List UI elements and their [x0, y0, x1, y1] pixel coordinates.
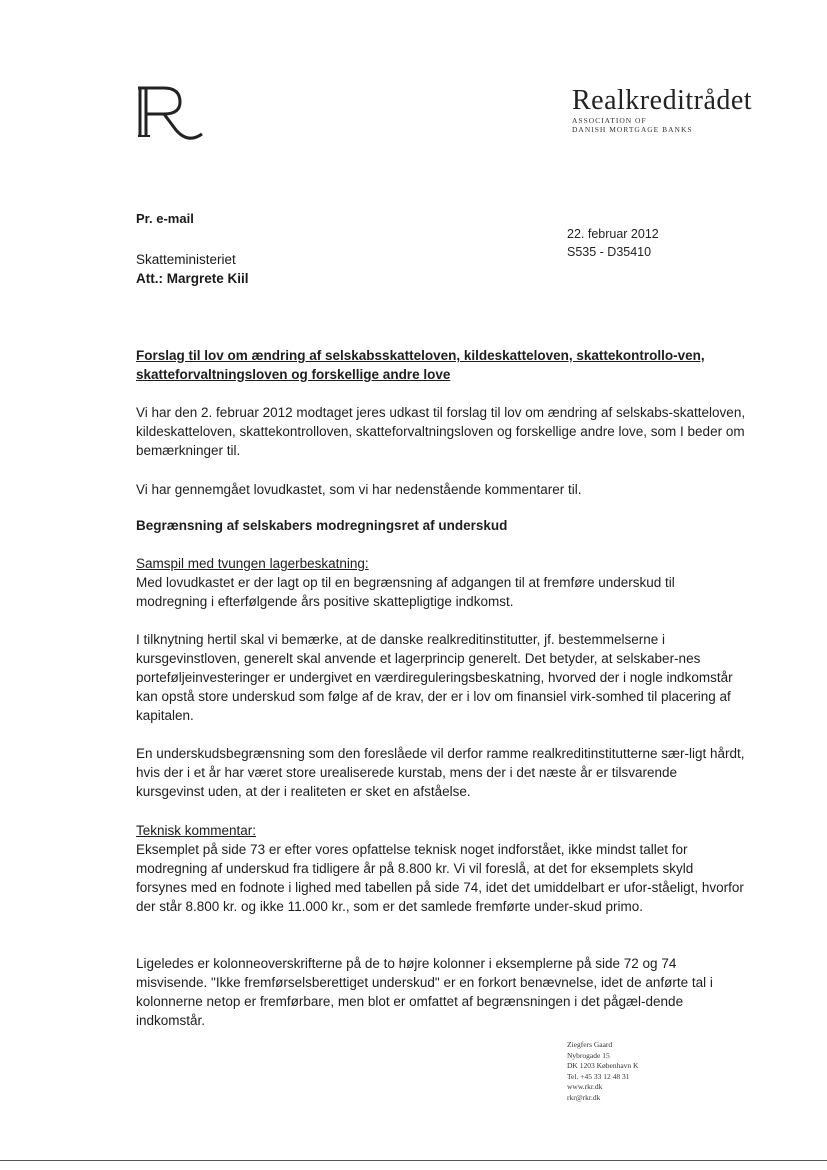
rk-monogram-icon [136, 84, 206, 146]
footer-line-6: rkr@rkr.dk [567, 1092, 601, 1102]
paragraph-lagerprincip: I tilknytning hertil skal vi bemærke, at de danske realkreditinstitutter, jf. bestemmelserne i kursgevinstloven, generelt skal anvende et lagerprincip generelt. Det betyder, at selskaber-nes porteføljeinvesteringer er undergivet en værdireguleringsbeskatning, hvorved der i nogle indkomstår kan opstå store underskud som følge af de krav, der er i lov om finansiel virk-somhed til placering af kapitalen. [136, 632, 733, 723]
paragraph-impact: En underskudsbegrænsning som den foreslåede vil derfor ramme realkreditinstitutterne sær-ligt hårdt, hvis der i et år har været store urealiserede kurstab, mens der i det næste år er tilsvarende kursgevinst uden, at der i realiteten er sket en afståelse. [136, 746, 745, 799]
footer-line-2: Nybrogade 15 [567, 1050, 610, 1060]
letter-reference: S535 - D35410 [567, 245, 652, 259]
delivery-method: Pr. e-mail [136, 211, 194, 226]
recipient-block [136, 250, 249, 288]
date-reference-block [567, 225, 659, 261]
brand-subtitle-1: ASSOCIATION OF [572, 116, 647, 125]
paragraph-technical: Eksemplet på side 73 er efter vores opfattelse teknisk noget indforstået, ikke mindst tallet for modregning af underskud fra tidligere år på 8.800 kr. Vi vil foreslå, at det for eksemplets skyld forsynes med en fodnote i lighed med tabellen på side 74, idet det umiddelbart er ufor-ståeligt, hvorfor der står 8.800 kr. og ikke 11.000 kr., som er det samlede fremførte under-skud primo. [136, 842, 744, 914]
paragraph-intro: Vi har den 2. februar 2012 modtaget jeres udkast til forslag til lov om ændring af selskabs-skatteloven, kildeskatteloven, skattekontrolloven, skatteforvaltningsloven og forskellige andre love, som I beder om bemærkninger til. [136, 405, 746, 458]
letter-date: 22. februar 2012 [567, 227, 659, 241]
section-heading: Begrænsning af selskabers modregningsret af underskud [136, 518, 508, 533]
letter-subject: Forslag til lov om ændring af selskabsskatteloven, kildeskatteloven, skattekontrollo-ven, skatteforvaltningsloven og forskellige andre love [136, 348, 705, 382]
recipient-attention: Att.: Margrete Kiil [136, 271, 249, 286]
footer-line-4: Tel. +45 33 12 48 31 [567, 1071, 630, 1081]
recipient-organisation: Skatteministeriet [136, 252, 236, 267]
paragraph-columns: Ligeledes er kolonneoverskrifterne på de to højre kolonner i eksemplerne på side 72 og 74 misvisende. "Ikke fremførselsberettiget underskud" er en forkort benævnelse, idet de anførte tal i kolonnerne netop er fremførbare, men blot er omfattet af begrænsningen i det pågæl-dende indkomstår. [136, 956, 713, 1028]
footer-line-1: Ziegfers Gaard [567, 1040, 613, 1049]
footer-line-3: DK 1203 København K [567, 1061, 639, 1070]
bottom-divider [0, 1160, 827, 1161]
brand-name: Realkreditrådet [572, 85, 753, 116]
brand-block [572, 86, 792, 134]
brand-subtitle-2: DANISH MORTGAGE BANKS [572, 125, 693, 134]
footer-address [567, 1040, 638, 1103]
subsection-heading-1: Samspil med tvungen lagerbeskatning: [136, 556, 369, 571]
paragraph-review: Vi har gennemgået lovudkastet, som vi har nedenstående kommentarer til. [136, 482, 582, 497]
paragraph-proposal: Med lovudkastet er der lagt op til en begrænsning af adgangen til at fremføre underskud til modregning i efterfølgende års positive skattepligtige indkomst. [136, 575, 675, 609]
footer-line-5: www.rkr.dk [567, 1082, 603, 1091]
subsection-heading-2: Teknisk kommentar: [136, 823, 257, 838]
